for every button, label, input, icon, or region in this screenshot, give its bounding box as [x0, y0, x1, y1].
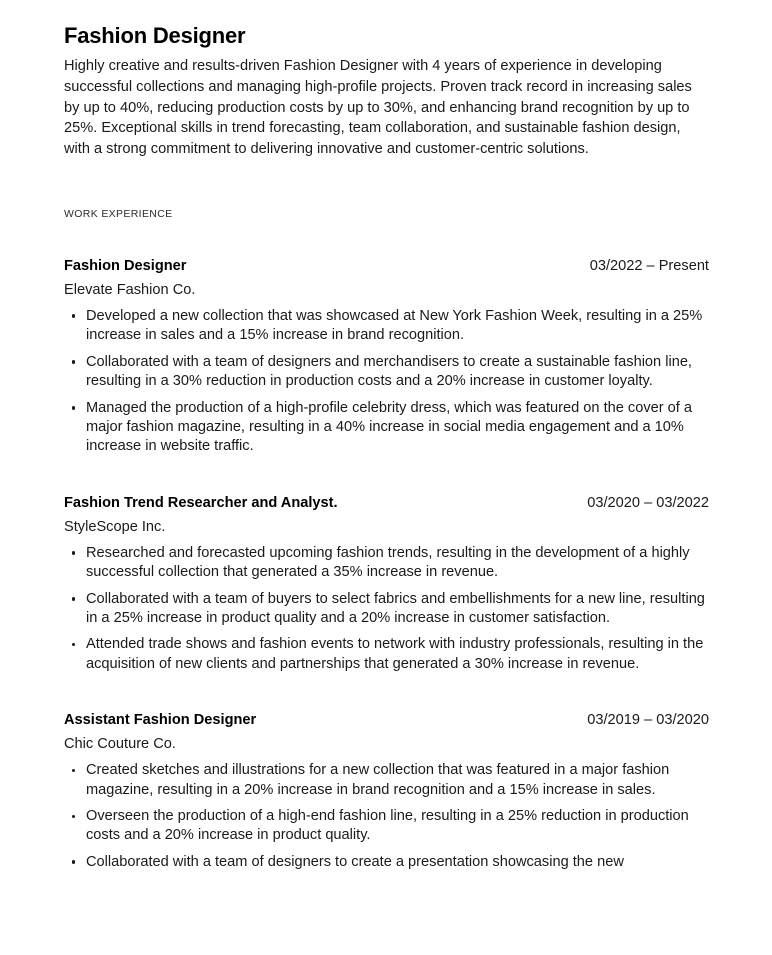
list-item: [64, 635, 709, 674]
list-item: [64, 590, 709, 629]
resume-content: [64, 22, 709, 872]
job-title: Assistant Fashion Designer: [64, 712, 257, 729]
job-title: Fashion Trend Researcher and Analyst.: [64, 494, 338, 511]
list-item-text: Collaborated with a team of designers and merchandisers to create a sustainable fashion line, resulting in a 30% reduction in production costs and a 20% increase in customer loyalty.: [86, 353, 692, 390]
page-title: Fashion Designer: [64, 23, 246, 48]
list-item-text: Created sketches and illustrations for a new collection that was featured in a major fashion magazine, resulting in a 20% increase in brand recognition and a 15% increase in sales.: [86, 762, 670, 798]
bullet-dot-icon: [72, 769, 75, 772]
list-item-text: Overseen the production of a high-end fashion line, resulting in a 25% reduction in production costs and a 20% increase in product quality.: [86, 808, 689, 844]
list-item: [64, 353, 709, 392]
work-experience-entry: [64, 494, 709, 674]
bullet-dot-icon: [72, 597, 75, 600]
job-headline: [64, 494, 709, 513]
job-dates: 03/2022 – Present: [589, 257, 709, 274]
job-company: Chic Couture Co.: [64, 736, 176, 753]
work-experience-entry: [64, 257, 709, 457]
list-item-text: Attended trade shows and fashion events to network with industry professionals, resulting in the acquisition of new clients and partnerships that generated a 30% increase in revenue.: [86, 636, 704, 672]
job-bullet-list: [64, 307, 709, 457]
job-bullet-list: [64, 544, 709, 674]
bullet-dot-icon: [72, 860, 75, 863]
list-item: [64, 307, 709, 346]
list-item-text: Developed a new collection that was showcased at New York Fashion Week, resulting in a 25% increase in sales and a 15% increase in brand recognition.: [86, 307, 703, 344]
list-item-text: Researched and forecasted upcoming fashion trends, resulting in the development of a highly successful collection that generated a 35% increase in revenue.: [86, 544, 690, 581]
list-item: [64, 761, 709, 800]
list-item: [64, 399, 709, 457]
bullet-dot-icon: [72, 551, 75, 554]
bullet-dot-icon: [72, 360, 75, 363]
bullet-dot-icon: [72, 643, 75, 646]
job-dates: 03/2020 – 03/2022: [587, 494, 709, 511]
list-item-text: Collaborated with a team of buyers to select fabrics and embellishments for a new line, resulting in a 25% increase in product quality and a 20% increase in customer satisfaction.: [86, 590, 705, 627]
job-bullet-list: [64, 761, 709, 872]
list-item: [64, 544, 709, 583]
job-dates: 03/2019 – 03/2020: [587, 712, 709, 729]
list-item: [64, 807, 709, 846]
job-title: Fashion Designer: [64, 257, 187, 274]
list-item-text: Managed the production of a high-profile celebrity dress, which was featured on the cover of a major fashion magazine, resulting in a 40% increase in social media engagement and a 10% increase in website traffic.: [86, 399, 692, 455]
work-experience-entry: [64, 711, 709, 872]
job-company: Elevate Fashion Co.: [64, 281, 196, 298]
professional-summary: Highly creative and results-driven Fashion Designer with 4 years of experience in developing successful collections and managing high-profile projects. Proven track record in increasing sales by up to 40%, reducing production costs by up to 30%, and enhancing brand recognition by up to 25%. Exceptional skills in trend forecasting, team collaboration, and sustainable fashion design, with a strong commitment to delivering innovative and customer-centric solutions.: [64, 58, 692, 158]
list-item-text: Collaborated with a team of designers to create a presentation showcasing the new: [86, 853, 624, 870]
job-headline: [64, 257, 709, 276]
bullet-dot-icon: [72, 406, 75, 409]
bullet-dot-icon: [72, 815, 75, 818]
section-heading-work-experience: WORK EXPERIENCE: [64, 207, 173, 220]
job-headline: [64, 711, 709, 730]
bullet-dot-icon: [72, 314, 75, 317]
job-company: StyleScope Inc.: [64, 518, 166, 535]
list-item: [64, 853, 709, 872]
